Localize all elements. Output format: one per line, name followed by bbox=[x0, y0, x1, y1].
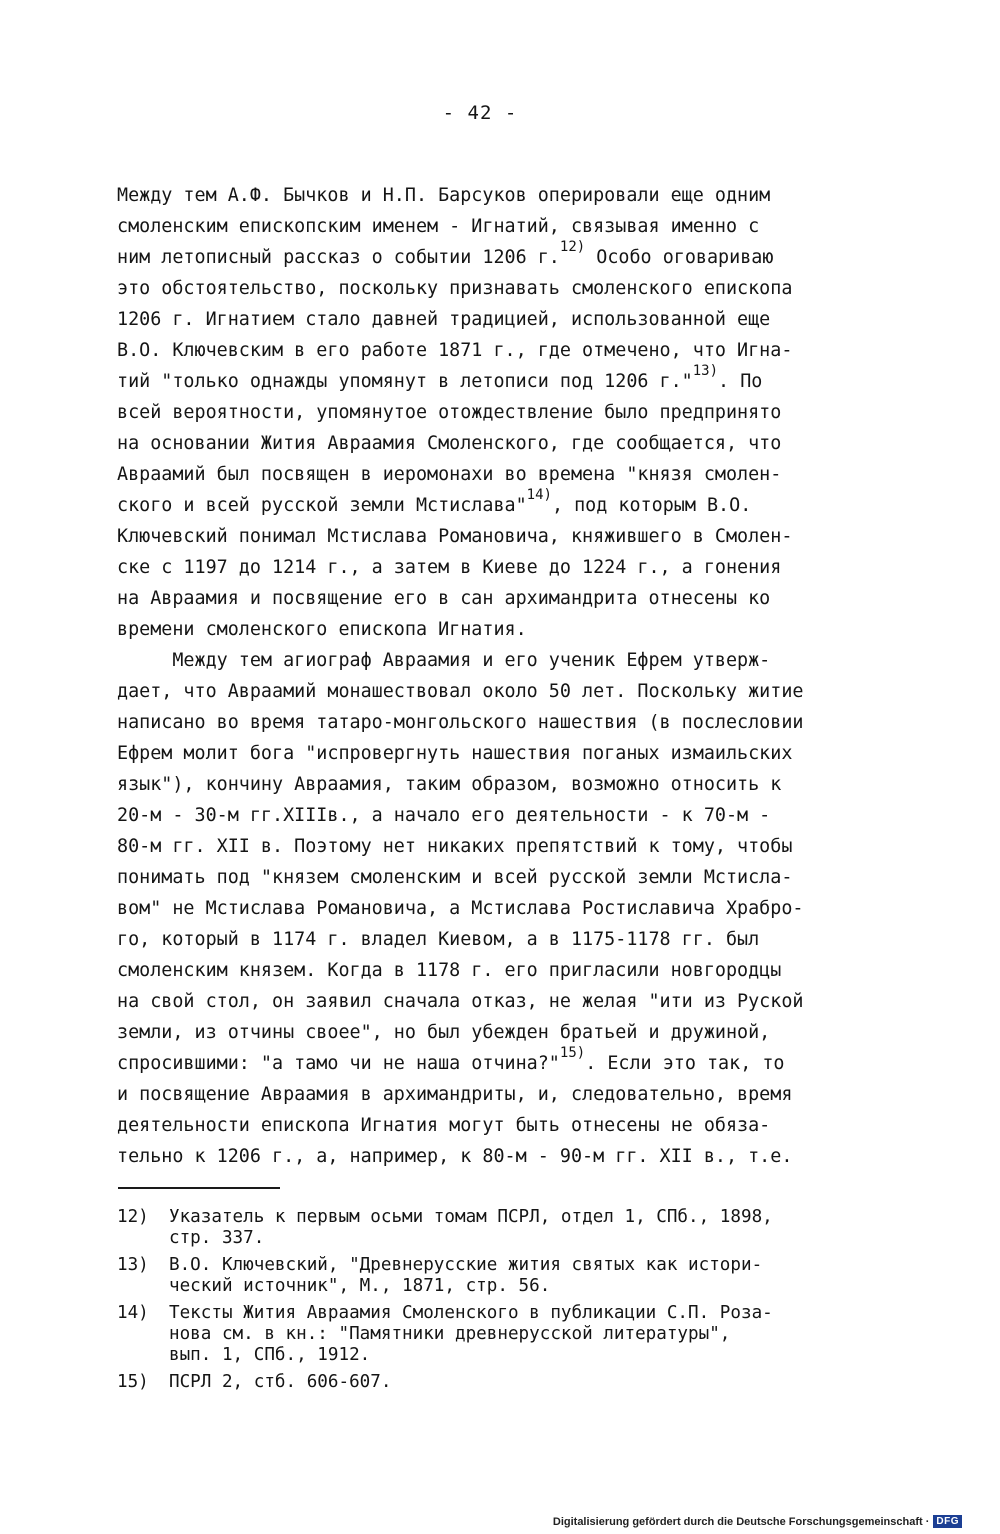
footnote-item bbox=[117, 1207, 887, 1249]
text-line bbox=[117, 583, 887, 614]
text-line bbox=[117, 428, 887, 459]
text-line-content: спросившими: "а тамо чи не наша отчина?" bbox=[117, 1053, 560, 1074]
footnote-line: стр. 337. bbox=[169, 1228, 265, 1248]
footnote-reference: 13) bbox=[692, 363, 719, 379]
text-line bbox=[117, 862, 887, 893]
text-line bbox=[117, 924, 887, 955]
text-line-content: Между тем агиограф Авраамия и его ученик Ефрем утверж- bbox=[117, 650, 771, 671]
text-line bbox=[117, 800, 887, 831]
text-line-content: тий "только однажды упомянут в летописи под 1206 г." bbox=[117, 371, 693, 392]
text-line-content: понимать под "князем смоленским и всей русской земли Мстисла- bbox=[117, 867, 793, 888]
text-line bbox=[117, 986, 887, 1017]
text-line-content: тельно к 1206 г., а, например, к 80-м - 90-м гг. XII в., т.е. bbox=[117, 1146, 793, 1167]
footnote-reference: 15) bbox=[559, 1045, 586, 1061]
text-line bbox=[117, 1017, 887, 1048]
footnotes-section bbox=[117, 1207, 887, 1399]
text-line bbox=[117, 1141, 887, 1172]
text-line-content: деятельности епископа Игнатия могут быть отнесены не обяза- bbox=[117, 1115, 771, 1136]
text-line bbox=[117, 738, 887, 769]
footnote-text bbox=[169, 1255, 887, 1297]
text-line bbox=[117, 239, 887, 273]
footnote-text bbox=[169, 1372, 887, 1393]
text-line bbox=[117, 1079, 887, 1110]
text-line-content: времени смоленского епископа Игнатия. bbox=[117, 619, 527, 640]
text-line bbox=[117, 769, 887, 800]
footnote-number: 14) bbox=[117, 1303, 149, 1323]
text-line-content: и посвящение Авраамия в архимандриты, и, следовательно, время bbox=[117, 1084, 793, 1105]
text-line-content: написано во время татаро-монгольского нашествия (в послесловии bbox=[117, 712, 804, 733]
footnote-line: вып. 1, СПб., 1912. bbox=[169, 1345, 371, 1365]
text-line-content: это обстоятельство, поскольку признавать смоленского епископа bbox=[117, 278, 793, 299]
text-line bbox=[117, 304, 887, 335]
footnote-line: ПСРЛ 2, стб. 606-607. bbox=[169, 1372, 392, 1392]
text-line-content: вом" не Мстислава Романовича, а Мстислава Ростиславича Храбро- bbox=[117, 898, 804, 919]
text-line bbox=[117, 397, 887, 428]
footnote-text bbox=[169, 1303, 887, 1366]
page-number: - 42 - bbox=[442, 102, 518, 124]
text-line bbox=[117, 1110, 887, 1141]
text-line-continuation: , под которым В.О. bbox=[551, 495, 752, 516]
footnote-line: ческий источник", М., 1871, стр. 56. bbox=[169, 1276, 551, 1296]
main-text-body bbox=[117, 180, 887, 1172]
footnote-reference: 14) bbox=[526, 487, 552, 503]
text-line bbox=[117, 614, 887, 645]
text-line bbox=[117, 459, 887, 490]
text-line-content: дает, что Авраамий монашествовал около 50 лет. Поскольку житие bbox=[117, 681, 804, 702]
text-line-content: Авраамий был посвящен в иеромонахи во времена "князя смолен- bbox=[117, 464, 782, 485]
dfg-logo-icon: DFG bbox=[933, 1515, 962, 1528]
text-line-continuation: . По bbox=[718, 371, 763, 392]
footnote-number: 13) bbox=[117, 1255, 149, 1275]
text-line-content: на Авраамия и посвящение его в сан архимандрита отнесены ко bbox=[117, 588, 771, 609]
text-line bbox=[117, 955, 887, 986]
text-line bbox=[117, 487, 887, 521]
footnote-reference: 12) bbox=[559, 239, 586, 255]
text-line-content: всей вероятности, упомянутое отождествление было предпринято bbox=[117, 402, 782, 423]
text-line-content: смоленским князем. Когда в 1178 г. его пригласили новгородцы bbox=[117, 960, 782, 981]
footnote-line: Тексты Жития Авраамия Смоленского в публикации С.П. Роза- bbox=[169, 1303, 773, 1323]
text-line bbox=[117, 335, 887, 366]
text-line-content: ского и всей русской земли Мстислава" bbox=[117, 495, 527, 516]
footnote-line: нова см. в кн.: "Памятники древнерусской литературы", bbox=[169, 1324, 731, 1344]
text-line bbox=[117, 521, 887, 552]
footnote-text bbox=[169, 1207, 887, 1249]
text-line bbox=[117, 273, 887, 304]
footnote-line: Указатель к первым осьми томам ПСРЛ, отдел 1, СПб., 1898, bbox=[169, 1207, 773, 1227]
text-line bbox=[117, 363, 887, 397]
footnote-line: В.О. Ключевский, "Древнерусские жития святых как истори- bbox=[169, 1255, 763, 1275]
text-line bbox=[117, 1045, 887, 1079]
text-line-continuation: Особо оговариваю bbox=[585, 247, 774, 268]
text-line bbox=[117, 831, 887, 862]
text-line-content: Ключевский понимал Мстислава Романовича, княжившего в Смолен- bbox=[117, 526, 793, 547]
text-line-content: Ефрем молит бога "испровергнуть нашествия поганых измаильских bbox=[117, 743, 793, 764]
text-line bbox=[117, 211, 887, 242]
text-line-content: 1206 г. Игнатием стало давней традицией, использованной еще bbox=[117, 309, 771, 330]
text-line bbox=[117, 180, 887, 211]
footnote-item bbox=[117, 1303, 887, 1366]
text-line bbox=[117, 645, 887, 676]
footnote-separator bbox=[118, 1187, 280, 1189]
footnote-item bbox=[117, 1255, 887, 1297]
text-line-content: язык"), кончину Авраамия, таким образом, возможно относить к bbox=[117, 774, 782, 795]
text-line bbox=[117, 707, 887, 738]
text-line-content: В.О. Ключевским в его работе 1871 г., где отмечено, что Игна- bbox=[117, 340, 793, 361]
credit-text: Digitalisierung gefördert durch die Deutsche Forschungsgemeinschaft · bbox=[552, 1515, 930, 1528]
text-line-content: 80-м гг. XII в. Поэтому нет никаких препятствий к тому, чтобы bbox=[117, 836, 793, 857]
footnote-number: 12) bbox=[117, 1207, 149, 1227]
text-line-content: смоленским епископским именем - Игнатий, связывая именно с bbox=[117, 216, 760, 237]
text-line bbox=[117, 676, 887, 707]
text-line-content: ним летописный рассказ о событии 1206 г. bbox=[117, 247, 560, 268]
digitization-credit bbox=[553, 1515, 962, 1528]
text-line-continuation: . Если это так, то bbox=[585, 1053, 785, 1074]
text-line-content: на основании Жития Авраамия Смоленского, где сообщается, что bbox=[117, 433, 782, 454]
footnote-number: 15) bbox=[117, 1372, 149, 1392]
text-line-content: 20-м - 30-м гг.XIIIв., а начало его деятельности - к 70-м - bbox=[117, 805, 771, 826]
text-line-content: на свой стол, он заявил сначала отказ, не желая "ити из Руской bbox=[117, 991, 804, 1012]
text-line bbox=[117, 552, 887, 583]
text-line-content: Между тем А.Ф. Бычков и Н.П. Барсуков оперировали еще одним bbox=[117, 185, 771, 206]
footnote-item bbox=[117, 1372, 887, 1393]
text-line-content: ске с 1197 до 1214 г., а затем в Киеве до 1224 г., а гонения bbox=[117, 557, 782, 578]
text-line-content: земли, из отчины своее", но был убежден братьей и дружиной, bbox=[117, 1022, 771, 1043]
text-line bbox=[117, 893, 887, 924]
text-line-content: го, который в 1174 г. владел Киевом, а в 1175-1178 гг. был bbox=[117, 929, 760, 950]
